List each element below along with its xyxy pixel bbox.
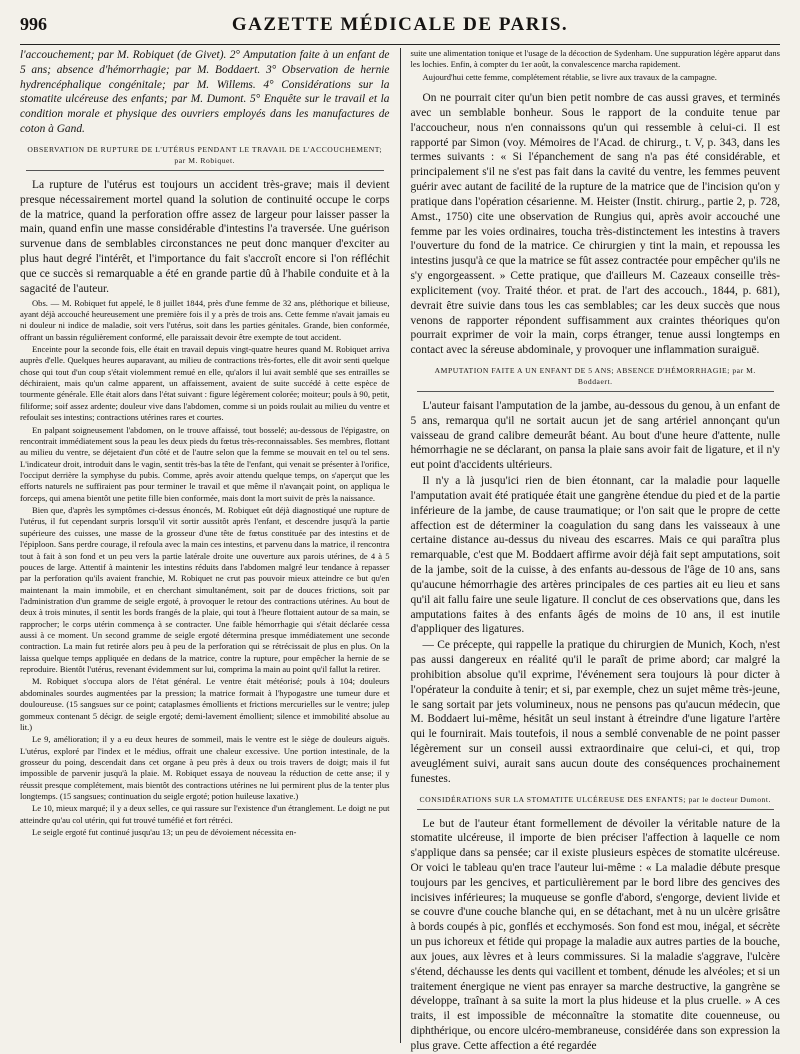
page-header	[20, 14, 780, 45]
observation-closing: Aujourd'hui cette femme, complétement rétablie, se livre aux travaux de la campagne.	[422, 71, 717, 82]
paragraph: — Ce précepte, qui rappelle la pratique du chirurgien de Munich, Koch, n'est pas aussi dangereux en réalité qu'il le paraît de prime abord; car malgré la prohibition absolue qu'il exprime, l'événement sera toujours là pour dicter à l'opérateur la conduite à tenir; et si, par exemple, chez un sujet même très-jeune, le sang sortait par jets volumineux, nous ne pensons pas qu'aucun médecin, que M. Boddaert lui-même, hésitât un seul instant à étreindre d'une ligature l'artère qui le fournirait. Mais toutefois, il nous a semblé convenable de ne point passer légèrement sur un conseil aussi extraordinaire que celui-ci, et qui, trop aveuglément suivi, aurait sans aucun doute des conséquences prochainement funestes.	[410, 639, 780, 785]
right-column	[401, 48, 781, 1052]
contents-summary: l'accouchement; par M. Robiquet (de Givet). 2° Amputation faite à un enfant de 5 ans; absence d'hémorrhagie; par M. Boddaert. 3° Observation de hernie hydrencéphalique congénitale; par M. Willems. 4° Considérations sur la stomatite ulcéreuse des enfants; par M. Dumont. 5° Enquête sur le travail et la condition morale et physique des ouvriers employés dans les manufactures de coton à Gand.	[20, 49, 390, 136]
page-number: 996	[20, 14, 47, 34]
paragraph: L'auteur faisant l'amputation de la jambe, au-dessous du genou, à un enfant de 5 ans, remarqua qu'il ne sortait aucun jet de sang artériel annonçant qu'un vaisseau de grand calibre demeurât béant. Au bout d'une heure d'attente, nulle hémorrhagie ne se déclarant, on pansa la plaie sans avoir fait de ligature, et il n'y eut point d'accidents ultérieurs.	[410, 399, 780, 472]
article-heading-stomatite: CONSIDÉRATIONS SUR LA STOMATITE ULCÉREUSE DES ENFANTS; par le docteur Dumont.	[417, 794, 775, 810]
observation-continuation: suite une alimentation tonique et l'usage de la décoction de Sydenham. Une suppuration légère apparut dans les lochies. Enfin, à compter du 1er août, la convalescence marcha rapidement.	[410, 48, 780, 70]
amputation-paragraphs	[411, 399, 781, 787]
commentary-paragraphs	[411, 91, 781, 358]
paragraph: M. Robiquet s'occupa alors de l'état général. Le ventre était météorisé; pouls à 104; douleurs abdominales sourdes augmentées par la pression; la matrice formait à l'hypogastre une tumeur dure et douloureuse. (15 sangsues sur ce point; cataplasmes émollients et frictions mercurielles sur le ventre; julep gommeux contenant 5 décigr. de seigle ergoté; demi-lavement émollient; silence et immobilité absolue au lit.)	[20, 676, 390, 732]
article-lead: La rupture de l'utérus est toujours un accident très-grave; mais il devient presque nécessairement mortel quand la solution de continuité occupe le corps de la matrice, quand la perforation offre assez de largeur pour laisser passer la main, quand enfin une masse considérable d'intestins l'a traversée. Une guérison survenue dans de semblables circonstances ne peut donc manquer d'exciter au plus haut degré l'intérêt, et l'importance du fait s'accroît encore si l'on réfléchit que ce succès si remarquable a été en grande partie dû à l'habile conduite et à la sagacité de l'auteur.	[20, 178, 390, 295]
two-column-body	[20, 48, 780, 1052]
left-column	[20, 48, 400, 1043]
stomatite-paragraphs	[411, 817, 781, 1054]
paragraph: Le seigle ergoté fut continué jusqu'au 13; un peu de dévoiement nécessita en-	[32, 827, 297, 838]
paragraph: Le but de l'auteur étant formellement de dévoiler la véritable nature de la stomatite ulcéreuse, il importe de bien préciser l'affection à laquelle ce nom s'applique dans sa pensée; car il existe plusieurs espèces de stomatite ulcéreuse. Or voici le tableau qu'en trace l'auteur lui-même : « La maladie débute presque toujours par les gencives, et particulièrement par le bord libre des gencives des incisives inférieures; la muqueuse se gonfle d'abord, s'engorge, devient livide et se couvre d'une couche blanche qui, en se détachant, met à nu un ulcère grisâtre à bords coupés à pic, gonflés et ecchymosés. Son fond est mou, inégal, et sécrète un pus ichoreux et fétide qui propage la maladie aux autres parties de la bouche, aux joues, aux lèvres et à leurs commissures. Si la maladie s'aggrave, l'ulcère s'étend, déchausse les dents qui vacillent et tombent, dénude les alvéoles; et si un traitement énergique ne vient pas enrayer sa marche destructive, la gangrène se développe, traînant à sa suite la mort la plus hideuse et la plus cruelle. » A ces traits, il est impossible de méconnaître la stomatite dite couenneuse, ou diphthérique, ou encore ulcéro-membraneuse, considérée dans son expression la plus grave. Cette affection a été regardée	[410, 817, 780, 1052]
article-heading-rupture: OBSERVATION DE RUPTURE DE L'UTÉRUS PENDANT LE TRAVAIL DE L'ACCOUCHEMENT; par M. Robiquet.	[26, 144, 384, 171]
paragraph: Le 9, amélioration; il y a eu deux heures de sommeil, mais le ventre est le siège de douleurs aiguës. L'utérus, exploré par l'index et le médius, offrait une chaleur excessive. Une portion intestinale, de la grosseur du poing, descendait dans cet organe à peu près à deux ou trois travers de doigt; mais il fut impossible de parvenir jusqu'à la plaie. M. Robiquet essaya de nouveau la réduction de cette anse; il y réussit presque complétement, mais bientôt des contractions utérines ne lui permirent plus de la tenter plus longtemps. (15 sangsues; continuation du seigle ergoté; potion huileuse laxative.)	[20, 734, 390, 802]
observation-paragraphs	[20, 298, 390, 839]
paragraph: On ne pourrait citer qu'un bien petit nombre de cas aussi graves, et terminés avec un semblable bonheur. Sous le rapport de la conduite tenue par l'accoucheur, nous n'en connaissons qu'un qui ressemble à celui-ci. Il est rapporté par Simon (voy. Mémoires de l'Acad. de chirurg., t. V, p. 343, dans les termes suivants : « Si l'épanchement de sang n'a pas été considérable, et principalement s'il ne s'est pas fait dans la cavité du ventre, les femmes peuvent guérir avec autant de facilité de la rupture de la matrice que de l'incision qu'on y pratique dans l'opération césarienne. M. Heister (Instit. chirurg., partie 2, p. 728, Amst., 1750) cite une observation de Rungius qui, après avoir accouché une femme par les voies ordinaires, toucha très-distinctement les intestins à travers l'ouverture du fond de la matrice. Ce chirurgien y tint la main, et repoussa les intestins jusqu'à ce que la matrice se fût assez contractée pour empêcher qu'ils ne s'y engorgeassent. » Cette pratique, que d'ailleurs M. Cazeaux conseille très-explicitement (voy. Traité théor. et prat. de l'art des accouch., 1844, p. 681), devrait être suivie dans tous les cas semblables; car les deux succès que nous venons de rapporter répondent suffisamment aux craintes théoriques qu'on pourrait exprimer de voir la main, corps étranger, tenue aussi longtemps en contact avec la séreuse abdominale, y provoquer une inflammation suraiguë.	[410, 92, 780, 357]
paragraph: En palpant soigneusement l'abdomen, on le trouve affaissé, tout bosselé; au-dessous de l'épigastre, on rencontrait immédiatement sous la peau les deux pieds du fœtus très-reconnaissables. Ses membres, flottant au milieu du ventre, se déjetaient d'un côté et de l'autre selon que la femme se mouvait en tel ou tel sens. L'indicateur droit, introduit dans le vagin, sentit très-bas la tête de l'enfant, qui venait se présenter à l'orifice, l'occiput derrière la symphyse du pubis. Comme, après avoir attendu quelque temps, on s'aperçut que les efforts naturels ne suffiraient pas pour terminer le travail et que même il n'avançait point, on appliqua le forceps, qui amena bientôt une petite fille bien conformée, mais dont la mort suivit de près la naissance.	[20, 424, 390, 503]
paragraph: Le 10, mieux marqué; il y a deux selles, ce qui rassure sur l'existence d'un étranglement. Le doigt ne put atteindre qu'au col utérin, qui fut trouvé tuméfié et fort rétréci.	[20, 803, 390, 825]
paragraph: Obs. — M. Robiquet fut appelé, le 8 juillet 1844, près d'une femme de 32 ans, pléthorique et bilieuse, ayant déjà accouché heureusement une première fois il y a près de trois ans. Cette femme n'avait jamais eu ni douleur ni indice de maladie, soit vers l'utérus, soit dans les parties génitales. Grande, bien conformée, offrant un bassin régulièrement conformé, elle paraissait devoir être exempte de tout accident.	[20, 297, 390, 342]
paragraph: Bien que, d'après les symptômes ci-dessus énoncés, M. Robiquet eût déjà diagnostiqué une rupture de l'utérus, il fut cependant surpris lorsqu'il vit sortir aussitôt après l'enfant, et descendre jusqu'à la partie supérieure des cuisses, une masse de la grosseur d'une tête de fœtus constituée par des intestins et de l'épiploon. Sans perdre courage, il refoula avec la main ces intestins, et parvenu dans la matrice, il rencontra tout à fait à son fond et un peu vers la partie latérale droite une ouverture aux parois utérines, de 4 à 5 pouces de large. Attentif à maintenir les intestins réduits dans l'abdomen malgré leur tendance à repasser par la perforation qu'ils avaient franchie, M. Robiquet ne crut pas pouvoir mieux atteindre ce but qu'en maintenant la main immobile, et en cherchant simultanément, soit par de douces frictions, soit par l'administration d'un gramme de seigle ergoté, à provoquer le retour des contractions utérines. Au bout de deux à trois minutes, il sentit les bords frangés de la plaie, qui tout à l'heure flottaient autour de sa main, se rapprocher; le corps utérin commença à se contracter. Une faible hémorrhagie qui s'était déclarée cessa aussi à ce moment. Un second gramme de seigle ergoté détermina presque immédiatement une seconde contraction. La main fut retirée alors peu à peu de la perforation qui se rétrécissait de plus en plus. On la laissa quelque temps appliquée en dedans de la matrice, contre la rupture, pour empêcher la hernie de se reproduire. Bientôt l'utérus, revenant évidemment sur lui, comprima la main au point qu'il fallut la retirer.	[20, 505, 390, 675]
article-heading-amputation: AMPUTATION FAITE A UN ENFANT DE 5 ANS; ABSENCE D'HÉMORRHAGIE; par M. Boddaert.	[417, 365, 775, 392]
paragraph: Enceinte pour la seconde fois, elle était en travail depuis vingt-quatre heures quand M. Robiquet arriva auprès d'elle. Quelques heures auparavant, au milieu de contractions très-fortes, elle dit avoir senti quelque chose qui tout d'un coup s'était violemment remué en elle, qu'alors il lui avait semblé que ses entrailles se déchiraient, mais qu'un calme apparent, un affaissement, avaient de suite succédé à cette espèce de tourmente générale. Elle était alors dans l'état suivant : figure légèrement colorée; moiteur; pouls à 90, petit, filiforme; soif assez ardente; douleur vive dans l'abdomen, comme si un poids roulait au milieu du ventre et refoulait ses intestins; contractions utérines rares et courtes.	[20, 344, 390, 423]
journal-title: GAZETTE MÉDICALE DE PARIS.	[231, 14, 569, 35]
paragraph: Il n'y a là jusqu'ici rien de bien étonnant, car la maladie pour laquelle l'amputation avait été pratiquée était une gangrène étendue du pied et de la partie inférieure de la jambe, de cause traumatique; or l'on sait que le propre de cette affection est de déterminer la coagulation du sang dans les vaisseaux à une certaine distance au-dessus du niveau des escarres. Mais ce qui paraîtra plus remarquable, c'est que M. Boddaert affirme avoir déjà fait sept amputations, soit de la jambe, soit de la cuisse, à des enfants au-dessous de l'âge de 10 ans, sans qu'aucune hémorrhagie des artères principales de ces parties ait eu lieu et sans qu'il ait fallu faire une seule ligature. Il conclut de ces observations que, dans les amputations faites à des enfants âgés de moins de 10 ans, il est inutile d'appliquer des ligatures.	[410, 475, 780, 636]
